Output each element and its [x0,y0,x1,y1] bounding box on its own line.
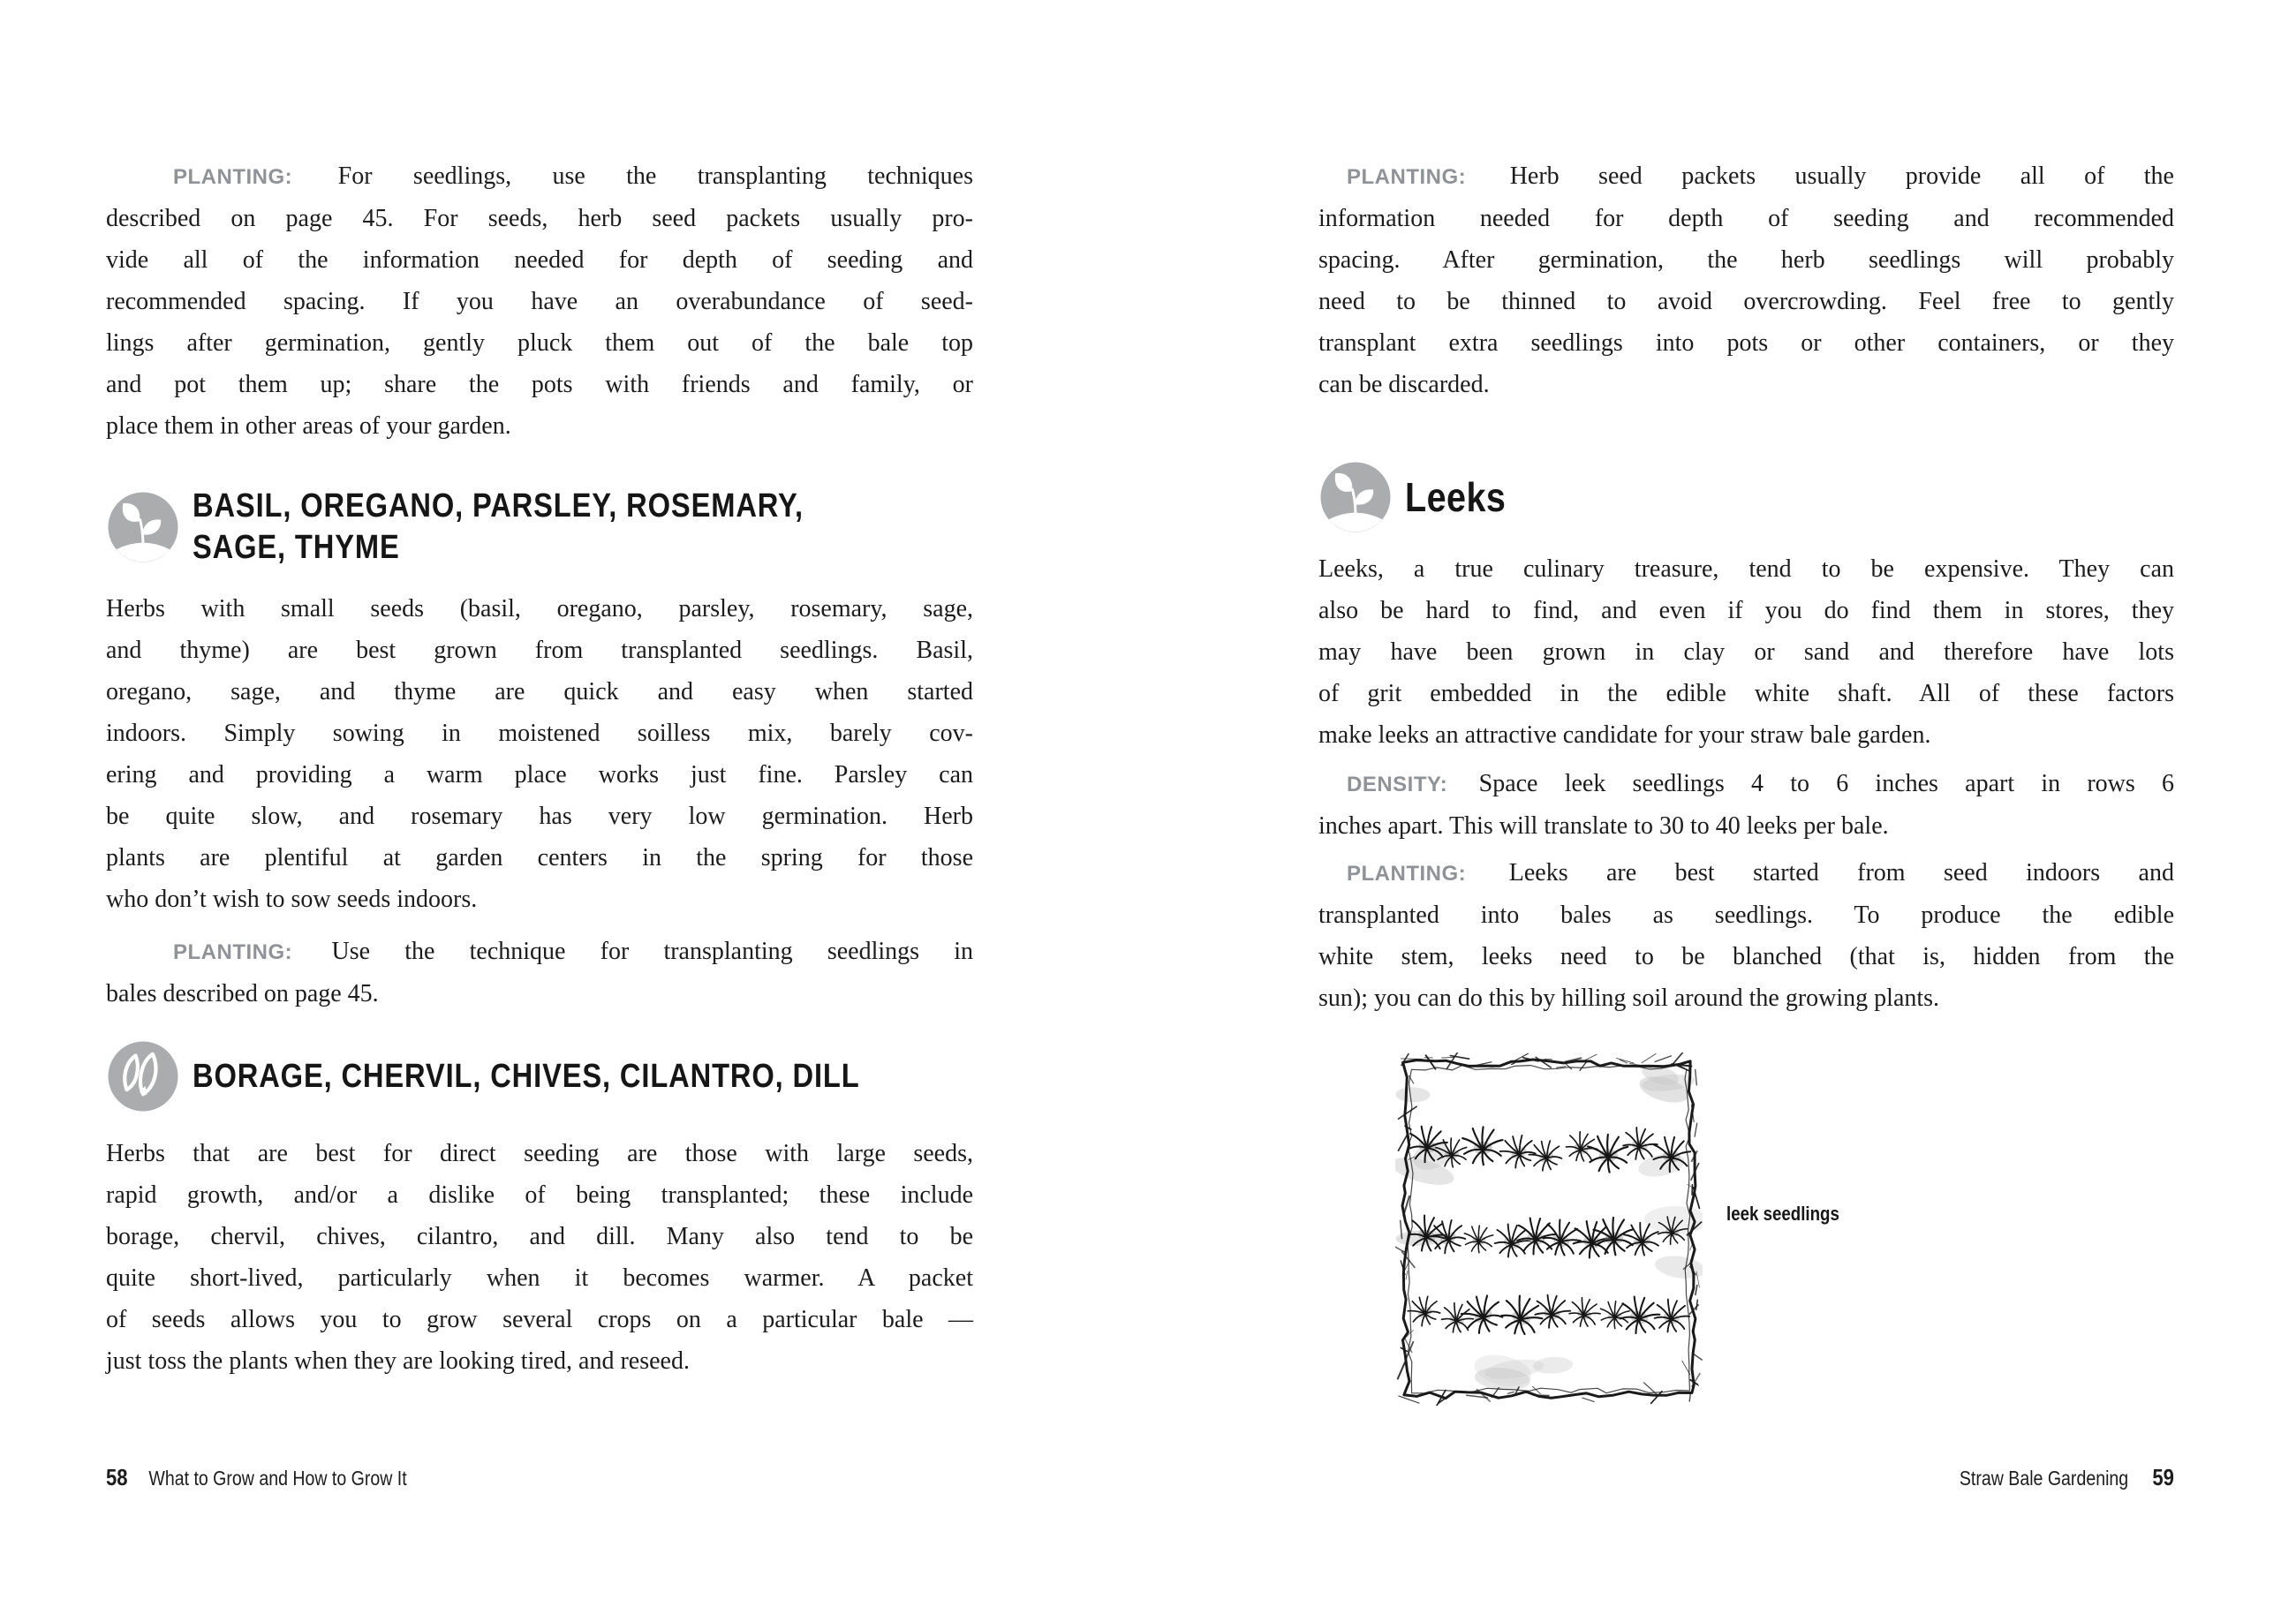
body-paragraph [1318,548,2174,756]
running-title: What to Grow and How to Grow It [148,1467,407,1490]
left-page [106,155,973,1382]
text-line: transplant extra seedlings into pots or other containers, or they [1318,329,2174,357]
text-line: quite short-lived, particularly when it becomes warmer. A packet [106,1264,973,1292]
text-line: PLANTING: For seedlings, use the transplanting techniques [173,162,973,190]
paragraph-label: PLANTING: [1347,165,1506,189]
text-line: sun); you can do this by hilling soil around the growing plants. [1318,985,1940,1012]
text-line: PLANTING: Leeks are best started from seed indoors and [1347,859,2174,886]
density-note [1318,763,2174,847]
paragraph-label: PLANTING: [173,165,334,189]
straw-bale-illustration [1395,1052,1703,1406]
text-line: can be discarded. [1318,371,1490,398]
section-heading-leeks [1318,460,2174,534]
text-line: need to be thinned to avoid overcrowding. Feel free to gently [1318,288,2174,315]
section-heading-line: BORAGE, CHERVIL, CHIVES, CILANTRO, DILL [193,1057,860,1095]
text-line: also be hard to find, and even if you do find them in stores, they [1318,597,2174,624]
section-heading-line: Leeks [1405,474,1507,520]
text-line: place them in other areas of your garden. [106,412,511,440]
text-line: may have been grown in clay or sand and therefore have lots [1318,638,2174,666]
text-line: make leeks an attractive candidate for your straw bale garden. [1318,721,1931,749]
text-line: PLANTING: Herb seed packets usually provide all of the [1347,162,2174,190]
text-line: who don’t wish to sow seeds indoors. [106,886,478,913]
text-line: recommended spacing. If you have an overabundance of seed- [106,288,973,315]
footer-text [1960,1464,2174,1491]
text-line: white stem, leeks need to be blanched (that is, hidden from the [1318,943,2174,970]
text-line: PLANTING: Use the technique for transplanting seedlings in [173,938,973,965]
text-line: inches apart. This will translate to 30 to 40 leeks per bale. [1318,812,1889,840]
section-heading-text [193,486,903,569]
left-page-footer [106,1464,973,1491]
text-line: oregano, sage, and thyme are quick and easy when started [106,678,973,705]
intro-paragraph [106,155,973,447]
seeds-icon [106,1039,180,1113]
text-line: transplanted into bales as seedlings. To produce the edible [1318,902,2174,929]
section-heading-herbs-direct-seed [106,1039,973,1113]
paragraph-label: PLANTING: [1347,862,1505,886]
seedling-icon [1318,460,1393,534]
intro-paragraph [1318,155,2174,405]
right-page-footer [1318,1464,2174,1491]
text-line: be quite slow, and rosemary has very low germination. Herb [106,803,973,830]
text-line: vide all of the information needed for depth of seeding and [106,246,973,274]
straw-bale-sketch [1395,1052,1703,1406]
text-line: described on page 45. For seeds, herb seed packets usually pro- [106,205,973,232]
text-line: just toss the plants when they are looking tired, and reseed. [106,1347,690,1375]
text-line: spacing. After germination, the herb seedlings will probably [1318,246,2174,274]
right-page [1318,155,2174,1019]
text-line: lings after germination, gently pluck them out of the bale top [106,329,973,357]
text-line: Herbs with small seeds (basil, oregano, parsley, rosemary, sage, [106,595,973,622]
text-line: indoors. Simply sowing in moistened soilless mix, barely cov- [106,720,973,747]
running-title: Straw Bale Gardening [1959,1467,2129,1490]
paragraph-label: DENSITY: [1347,773,1475,796]
text-line: Leeks, a true culinary treasure, tend to be expensive. They can [1318,555,2174,583]
page-number: 59 [2152,1464,2174,1490]
footer-text [106,1464,407,1491]
text-line: plants are plentiful at garden centers in the spring for those [106,844,973,871]
text-line: rapid growth, and/or a dislike of being transplanted; these include [106,1181,973,1209]
text-line: and pot them up; share the pots with friends and family, or [106,371,973,398]
body-paragraph [106,588,973,920]
planting-note [106,931,973,1015]
text-line: ering and providing a warm place works just fine. Parsley can [106,761,973,788]
section-heading-herbs-transplant [106,486,973,569]
seedling-icon [106,490,180,564]
paragraph-label: PLANTING: [173,940,328,964]
text-line: DENSITY: Space leek seedlings 4 to 6 inches apart in rows 6 [1347,770,2174,797]
text-line: borage, chervil, chives, cilantro, and dill. Many also tend to be [106,1223,973,1250]
text-line: bales described on page 45. [106,980,379,1007]
body-paragraph [106,1133,973,1382]
text-line: of grit embedded in the edible white shaft. All of these factors [1318,680,2174,707]
page-number: 58 [106,1464,128,1490]
text-line: Herbs that are best for direct seeding are those with large seeds, [106,1140,973,1167]
planting-note [1318,852,2174,1019]
text-line: information needed for depth of seeding and recommended [1318,205,2174,232]
illustration-caption: leek seedlings [1726,1203,1839,1225]
section-heading-line: BASIL, OREGANO, PARSLEY, ROSEMARY, [193,487,804,524]
section-heading-line: SAGE, THYME [193,529,400,566]
text-line: and thyme) are best grown from transplanted seedlings. Basil, [106,637,973,664]
text-line: of seeds allows you to grow several crops on a particular bale — [106,1306,973,1333]
